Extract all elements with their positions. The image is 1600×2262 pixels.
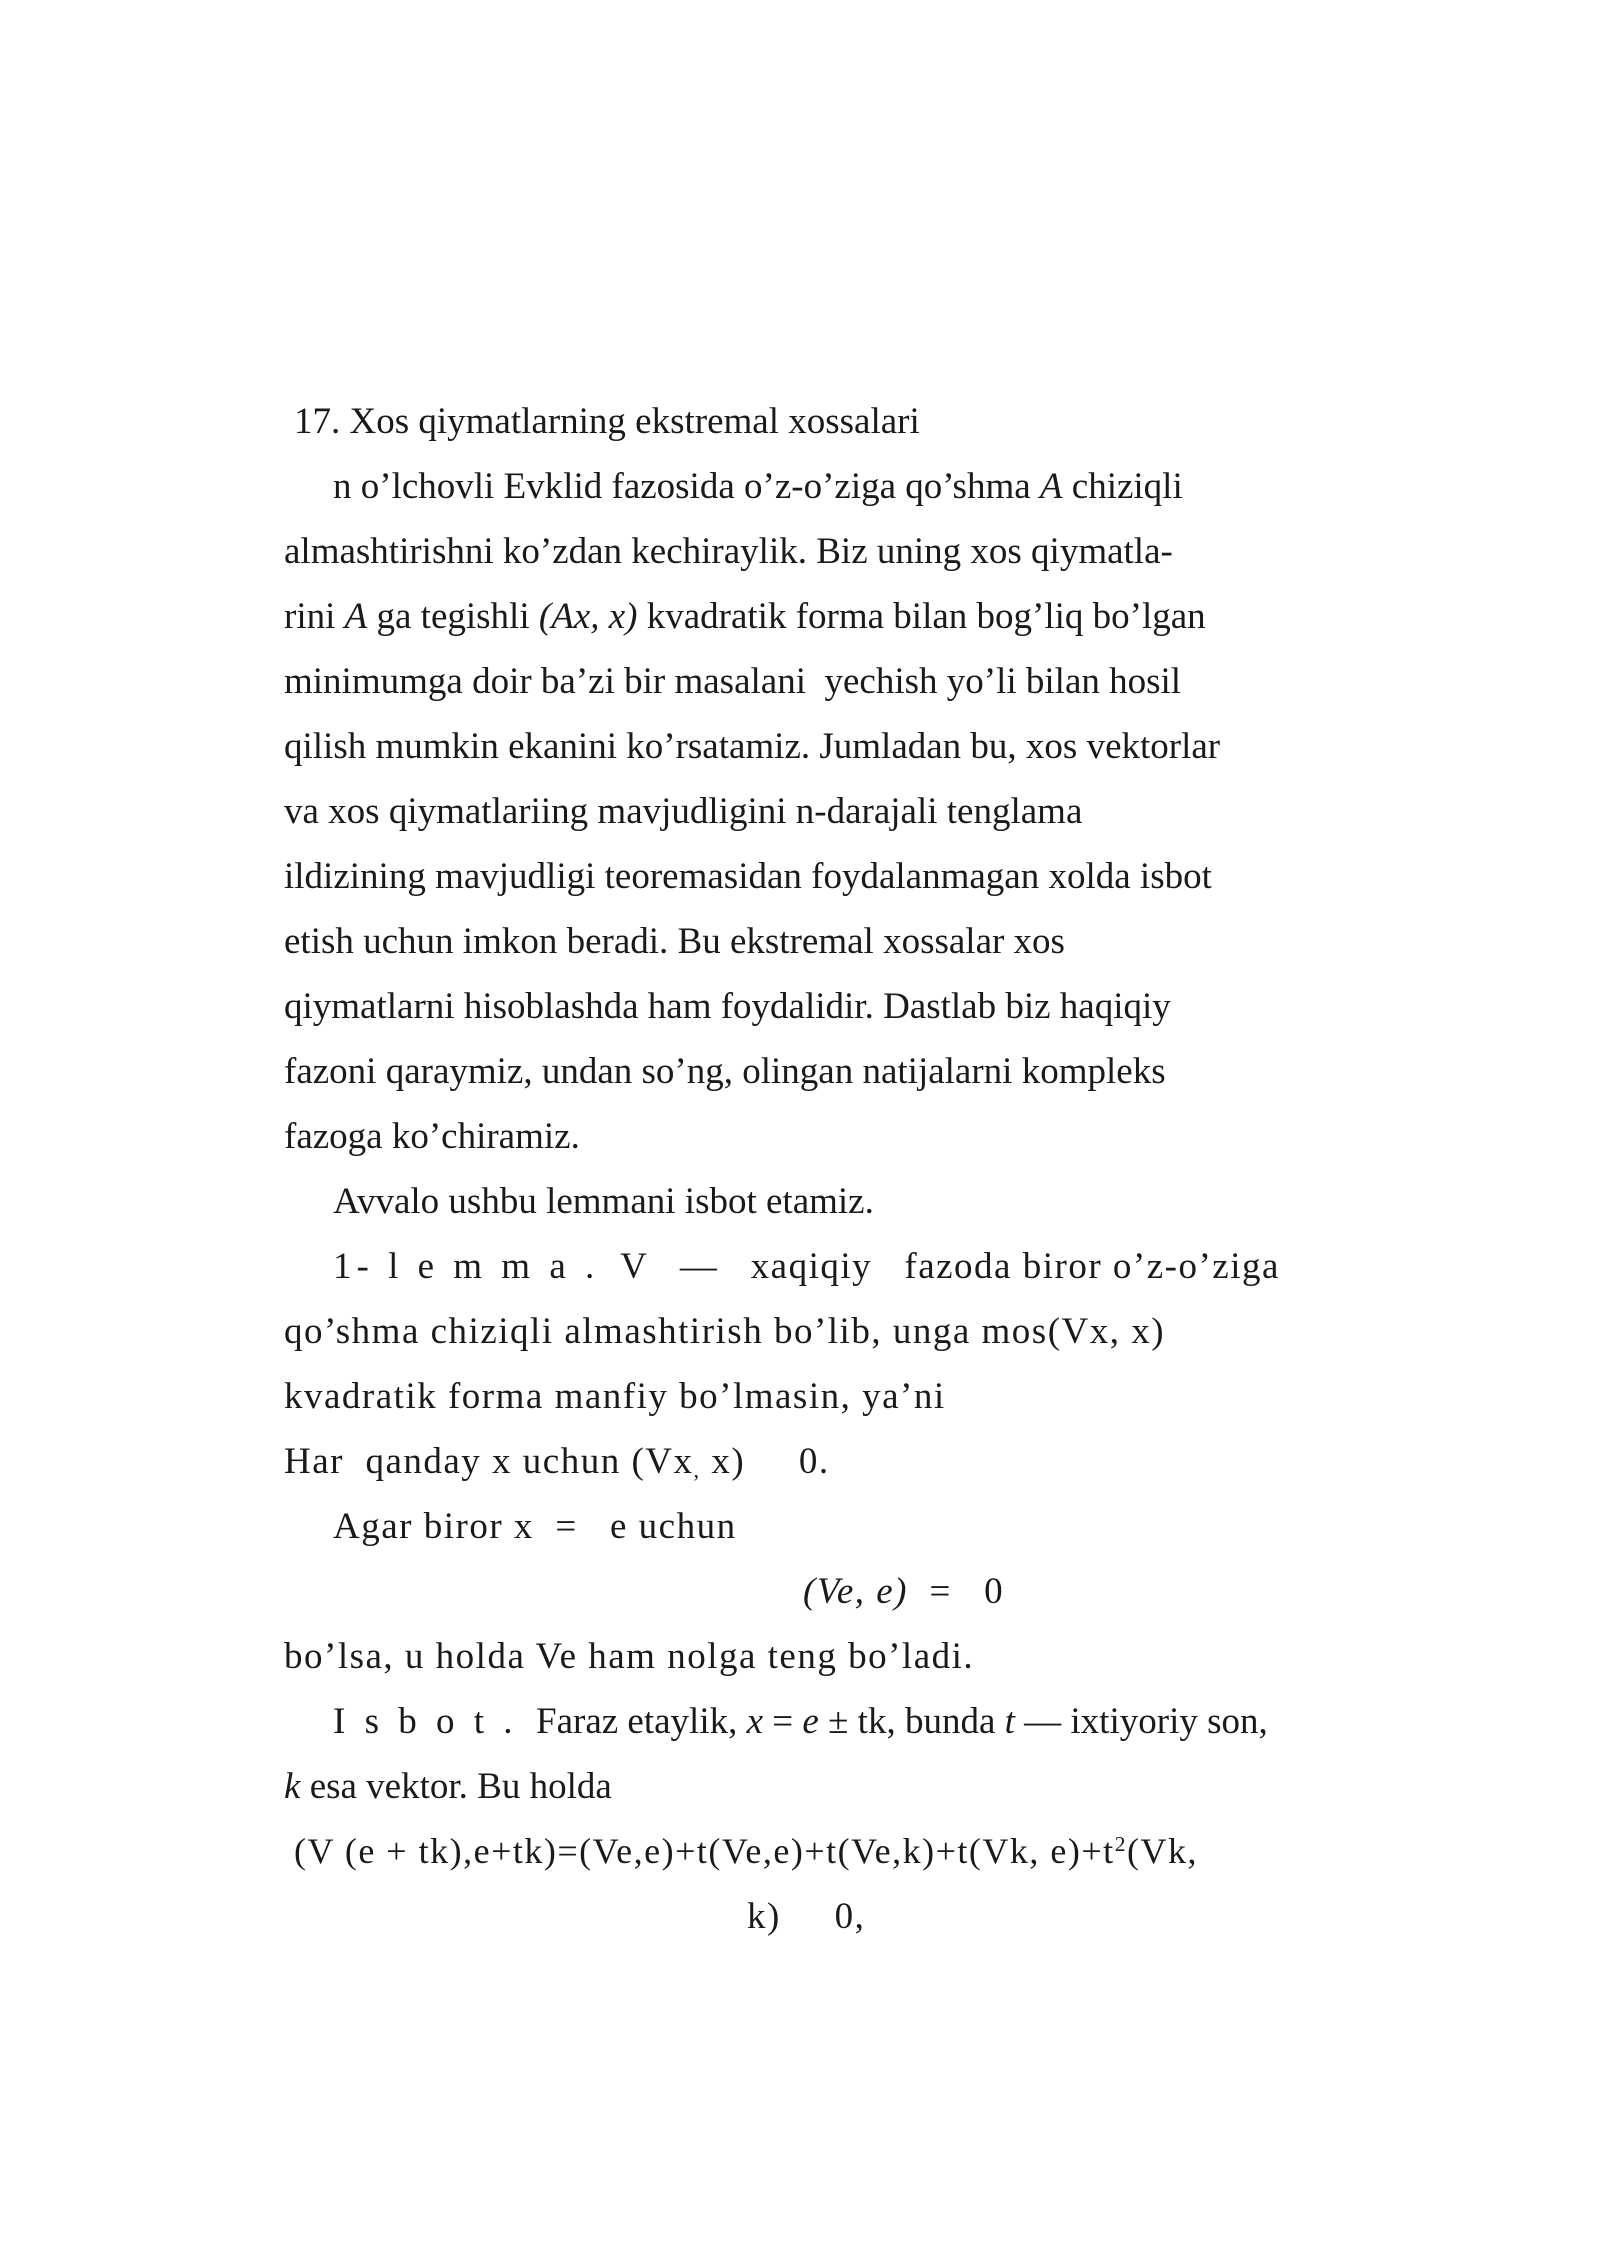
text: (Vk, xyxy=(1126,1831,1198,1871)
proof-line xyxy=(284,1768,612,1805)
paragraph-line: fazoga ko’chiramiz. xyxy=(284,1116,580,1157)
lemma-line: Agar biror x = e uchun xyxy=(333,1506,737,1547)
text: V — xaqiqiy fazoda biror o’z-o’ziga xyxy=(599,1246,1280,1287)
text: rini xyxy=(284,596,345,637)
paragraph-line xyxy=(333,468,1183,505)
paragraph-line: qilish mumkin ekanini ko’rsatamiz. Jumladan bu, xos vektorlar xyxy=(284,726,1221,767)
italic-symbol: x xyxy=(746,1701,764,1742)
paragraph-line xyxy=(284,598,1206,635)
text: Har qanday x uchun (Vx xyxy=(284,1441,694,1482)
text: = xyxy=(763,1701,803,1742)
subscript: , xyxy=(693,1457,701,1483)
paragraph-line: ildizining mavjudligi teoremasidan foydalanmagan xolda isbot xyxy=(284,856,1212,897)
superscript: 2 xyxy=(1114,1832,1127,1857)
lemma-label: 1- l e m m a . xyxy=(333,1246,600,1287)
italic-symbol: A xyxy=(1039,466,1063,507)
proof-equation-line: k) 0, xyxy=(747,1896,866,1937)
proof-label: I s b o t . xyxy=(333,1701,518,1742)
section-title: 17. Xos qiymatlarning ekstremal xossalari xyxy=(294,401,920,442)
text: esa vektor. Bu holda xyxy=(300,1766,612,1807)
text: (V (e + tk),e+tk)=(Ve,e)+t(Ve,e)+t(Ve,k)+t(Vk, e)+t xyxy=(294,1831,1115,1871)
paragraph-line: almashtirishni ko’zdan kechiraylik. Biz uning xos qiymatla- xyxy=(284,531,1173,572)
text: n o’lchovli Evklid fazosida o’z-o’ziga qo’shma xyxy=(333,466,1040,507)
italic-formula: (Ve, e) xyxy=(803,1571,908,1612)
proof-line xyxy=(333,1703,1268,1740)
lemma-line: bo’lsa, u holda Ve ham nolga teng bo’ladi. xyxy=(284,1636,975,1677)
paragraph-line: etish uchun imkon beradi. Bu ekstremal xossalar xos xyxy=(284,921,1065,962)
lemma-line xyxy=(284,1441,830,1483)
paragraph-line: Avvalo ushbu lemmani isbot etamiz. xyxy=(333,1181,874,1222)
paragraph-line: minimumga doir ba’zi bir masalani yechish yo’li bilan hosil xyxy=(284,661,1182,702)
text: ± tk, bunda xyxy=(818,1701,1005,1742)
italic-symbol: k xyxy=(284,1766,301,1807)
text: chiziqli xyxy=(1062,466,1183,507)
paragraph-line: qiymatlarni hisoblashda ham foydalidir. Dastlab biz haqiqiy xyxy=(284,986,1171,1027)
text: kvadratik forma bilan bog’liq bo’lgan xyxy=(637,596,1206,637)
text: x) 0. xyxy=(700,1441,830,1482)
proof-equation-line xyxy=(294,1833,1198,1869)
italic-formula: (Ax, x) xyxy=(538,596,638,637)
lemma-line: kvadratik forma manfiy bo’lmasin, ya’ni xyxy=(284,1376,946,1417)
paragraph-line: fazoni qaraymiz, undan so’ng, olingan natijalarni kompleks xyxy=(284,1051,1166,1092)
italic-symbol: A xyxy=(344,596,368,637)
italic-symbol: e xyxy=(802,1701,819,1742)
text: — ixtiyoriy son, xyxy=(1014,1701,1268,1742)
text: = 0 xyxy=(908,1571,1005,1612)
text: ga tegishli xyxy=(367,596,539,637)
paragraph-line: va xos qiymatlariing mavjudligini n-darajali tenglama xyxy=(284,791,1083,832)
italic-symbol: t xyxy=(1004,1701,1015,1742)
lemma-line: qo’shma chiziqli almashtirish bo’lib, unga mos(Vx, x) xyxy=(284,1311,1166,1352)
display-equation xyxy=(803,1573,1004,1610)
text: Faraz etaylik, xyxy=(517,1701,747,1742)
lemma-line xyxy=(333,1248,1280,1285)
